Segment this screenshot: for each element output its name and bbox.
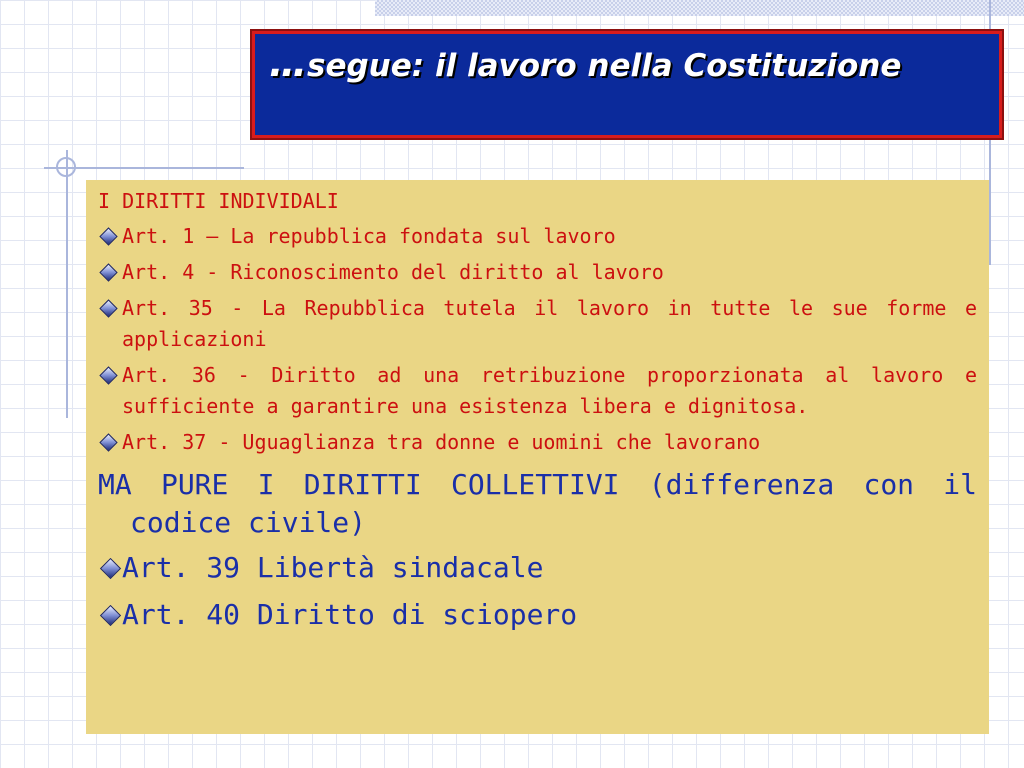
diamond-bullet-icon — [98, 594, 122, 636]
list-item — [98, 221, 977, 252]
diamond-bullet-icon — [98, 221, 122, 252]
diamond-bullet-icon — [98, 427, 122, 458]
list-item-text: Art. 4 - Riconoscimento del diritto al lavoro — [122, 260, 664, 284]
list-item — [98, 360, 977, 422]
content-box — [86, 180, 989, 734]
diamond-bullet-icon — [98, 360, 122, 391]
title-text: segue: il lavoro nella Costituzione — [307, 48, 902, 84]
diamond-bullet-icon — [98, 547, 122, 589]
list-item — [98, 293, 977, 355]
decorative-circle-icon — [56, 157, 76, 177]
diamond-bullet-icon — [98, 293, 122, 324]
decorative-left-vertical-line — [66, 150, 68, 418]
individual-rights-heading: I DIRITTI INDIVIDALI — [98, 189, 339, 213]
slide-title — [269, 40, 985, 89]
list-item-text: Art. 39 Libertà sindacale — [122, 551, 544, 584]
list-item-text: Art. 37 - Uguaglianza tra donne e uomini che lavorano — [122, 430, 761, 454]
list-item — [98, 594, 977, 636]
title-ellipsis: … — [269, 41, 307, 85]
diamond-bullet-icon — [98, 257, 122, 288]
list-item-text: Art. 40 Diritto di sciopero — [122, 598, 578, 631]
slide-title-box — [252, 31, 1002, 138]
list-item-text: Art. 1 – La repubblica fondata sul lavoro — [122, 224, 616, 248]
list-item — [98, 427, 977, 458]
decorative-top-band — [375, 0, 1024, 16]
collective-rights-heading: MA PURE I DIRITTI COLLETTIVI (differenza con il codice civile) — [98, 468, 977, 539]
list-item — [98, 547, 977, 589]
list-item-text: Art. 35 - La Repubblica tutela il lavoro in tutte le sue forme e applicazioni — [122, 296, 977, 351]
list-item — [98, 257, 977, 288]
list-item-text: Art. 36 - Diritto ad una retribuzione proporzionata al lavoro e sufficiente a garantire una esistenza libera e dignitosa. — [122, 363, 977, 418]
